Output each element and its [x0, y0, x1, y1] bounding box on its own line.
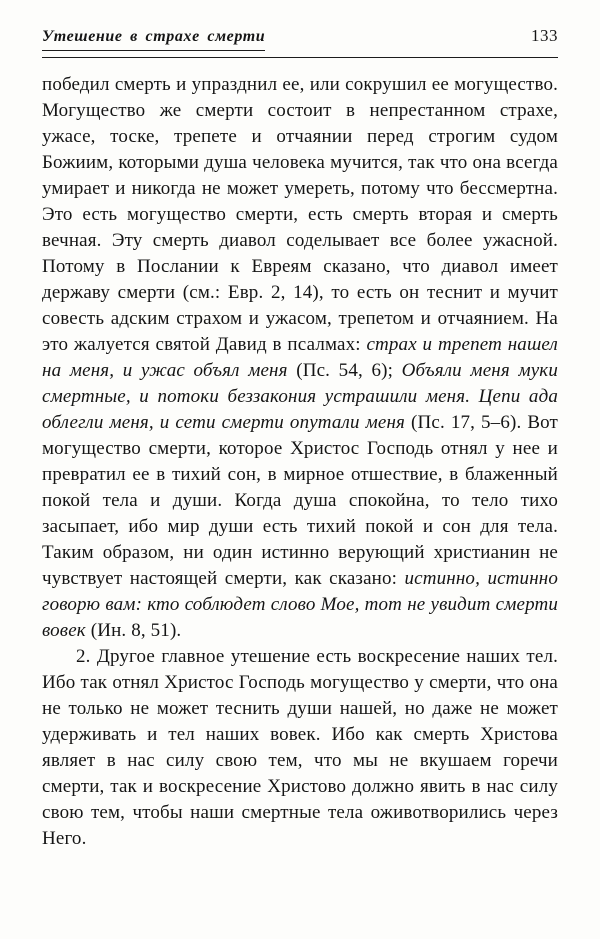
text-run: (Ин. 8, 51). — [85, 620, 182, 641]
paragraph — [42, 644, 558, 852]
paragraph — [42, 72, 558, 644]
page-number: 133 — [531, 26, 558, 45]
page-header — [0, 0, 600, 51]
text-run-italic: Объяли меня муки смертные, и потоки беззакония устрашили меня. Цепи ада облегли меня, и сети смерти опутали меня — [42, 360, 558, 433]
running-title: Утешение в страхе смерти — [42, 28, 265, 51]
text-run: (Пс. 54, 6); — [287, 360, 402, 381]
text-run: (Пс. 17, 5–6). Вот могущество смерти, которое Христос Господь отнял у нее и превратил ее в тихий сон, в мирное отшествие, в блаженный покой тела и души. Когда душа спокойна, то тело тихо засыпает, ибо мир души есть тихий покой и сон для тела. Таким образом, ни один истинно верующий христианин не чувствует настоящей смерти, как сказано: — [42, 412, 558, 589]
page-body — [0, 58, 600, 852]
text-run: 2. Другое главное утешение есть воскресение наших тел. Ибо так отнял Христос Господь могущество у смерти, что она не только не может теснить души нашей, но даже не может удерживать и тел наших вовек. Ибо как смерть Христова являет в нас силу свою тем, что мы не вкушаем горечи смерти, так и воскресение Христово должно явить в нас силу свою тем, чтобы наши смертные тела оживотворились через Него. — [42, 646, 558, 849]
text-run-italic: истинно, истинно говорю вам: кто соблюдет слово Мое, тот не увидит смерти вовек — [42, 568, 559, 641]
text-run-italic: страх и трепет нашел на меня, и ужас объял меня — [42, 334, 558, 381]
text-run: победил смерть и упразднил ее, или сокрушил ее могущество. Могущество же смерти состоит в непрестанном страхе, ужасе, тоске, трепете и отчаянии перед строгим судом Божиим, которыми душа человека мучится, так что она всегда умирает и никогда не может умереть, потому что бессмертна. Это есть могущество смерти, есть смерть вторая и смерть вечная. Эту смерть диавол соделывает все более ужасной. Потому в Послании к Евреям сказано, что диавол имеет державу смерти (см.: Евр. 2, 14), то есть он теснит и мучит совесть адским страхом и ужасом, трепетом и отчаянием. На это жалуется святой Давид в псалмах: — [42, 74, 558, 355]
